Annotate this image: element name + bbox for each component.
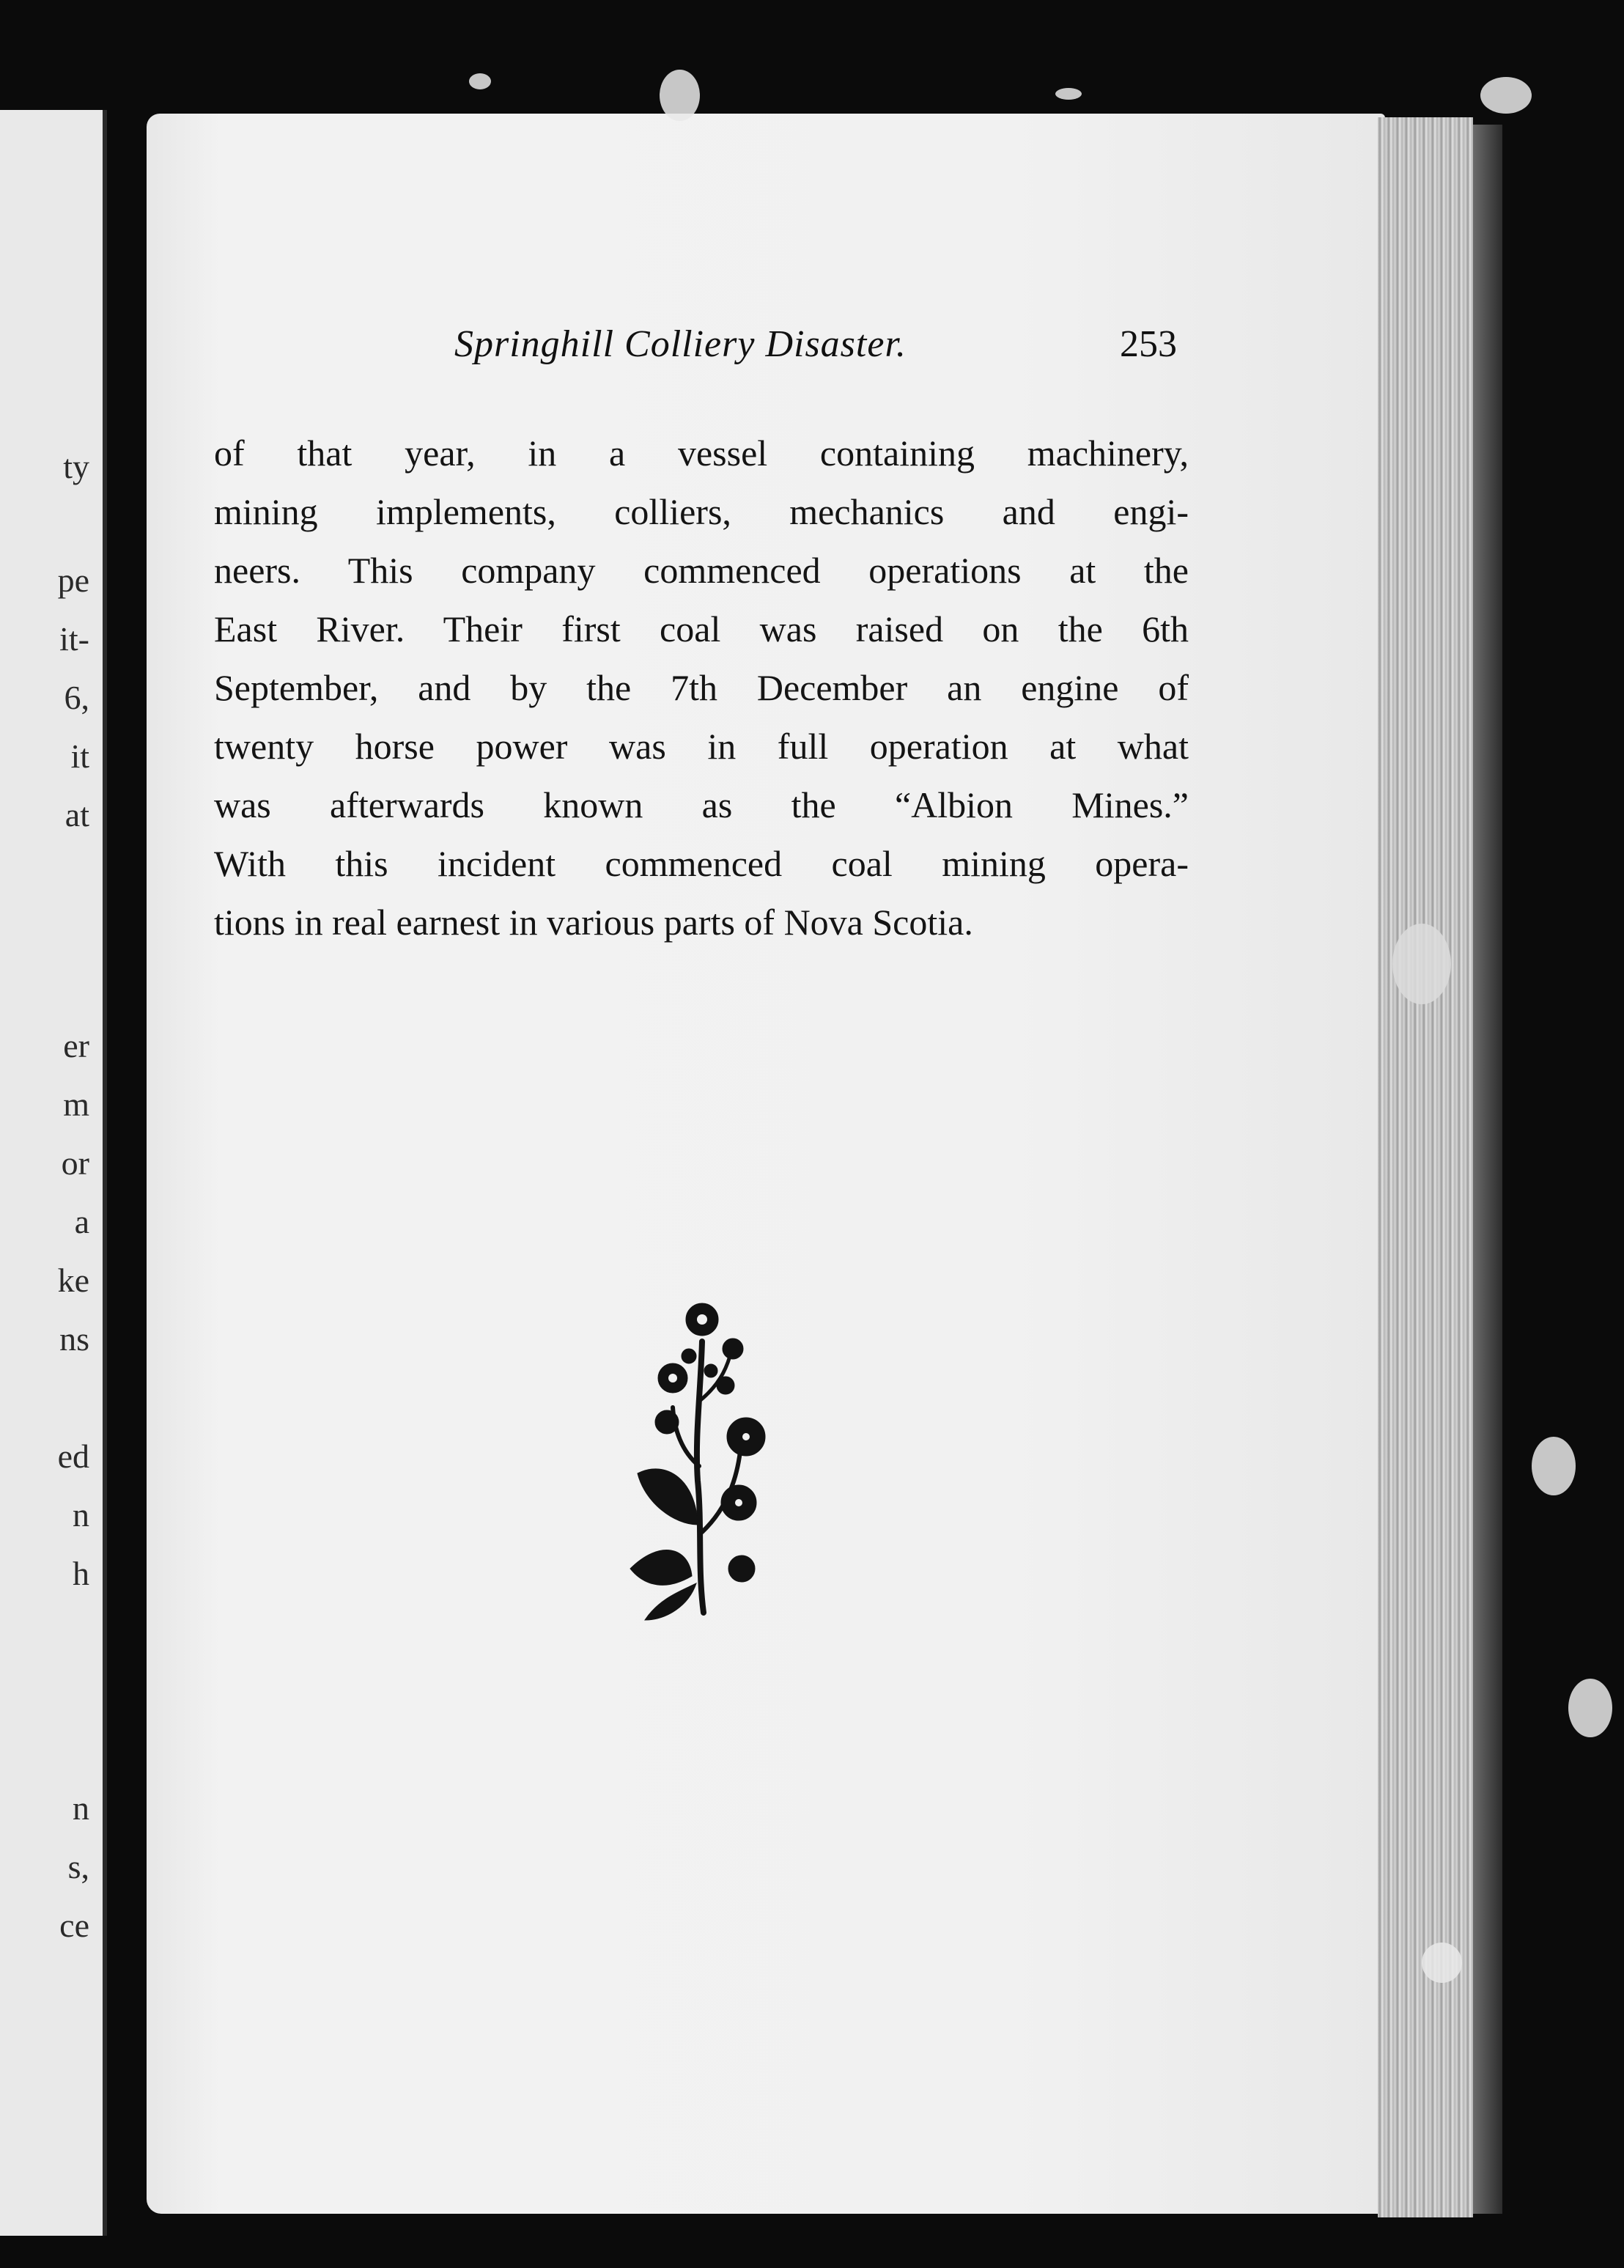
scan-speck [1532, 1437, 1576, 1495]
book-cover-edge [1473, 125, 1502, 2214]
text-fragment: it [70, 737, 89, 775]
text-line: With this incident commenced coal mining opera- [214, 843, 1189, 884]
text-line: tions in real earnest in various parts of Nova Scotia. [214, 902, 973, 943]
text-line: East River. Their first coal was raised on the 6th [214, 608, 1189, 649]
text-fragment: it- [59, 620, 89, 658]
text-fragment: ns [59, 1320, 89, 1358]
text-fragment: ed [57, 1437, 89, 1475]
scan-speck [660, 70, 700, 121]
body-paragraph [214, 424, 1189, 951]
floral-sprig-icon [616, 1290, 791, 1627]
text-fragment: a [74, 1203, 89, 1240]
text-fragment: n [73, 1789, 89, 1827]
page-block-edges [1378, 117, 1473, 2217]
scan-speck [1480, 77, 1532, 114]
scan-speck [469, 73, 491, 89]
text-line: of that year, in a vessel containing machinery, [214, 432, 1189, 474]
text-line: was afterwards known as the “Albion Mines.” [214, 784, 1189, 825]
text-fragment: pe [57, 562, 89, 599]
page-number: 253 [1120, 323, 1177, 365]
text-fragment: m [63, 1086, 89, 1123]
text-fragment: n [73, 1496, 89, 1534]
text-fragment: s, [67, 1848, 89, 1885]
text-fragment: h [73, 1555, 89, 1592]
text-fragment: er [63, 1027, 89, 1064]
scan-speck [1392, 924, 1451, 1004]
text-fragment: or [61, 1144, 89, 1182]
text-fragment: ty [63, 448, 89, 485]
previous-page-edge [0, 110, 107, 2236]
text-fragment: 6, [64, 679, 89, 716]
text-line: mining implements, colliers, mechanics and engi- [214, 491, 1189, 532]
text-fragment: at [64, 796, 89, 833]
running-head: Springhill Colliery Disaster. [454, 323, 907, 365]
text-line: twenty horse power was in full operation at what [214, 726, 1189, 767]
scan-speck [1055, 88, 1082, 100]
text-line: September, and by the 7th December an engine of [214, 667, 1189, 708]
text-line: neers. This company commenced operations at the [214, 550, 1189, 591]
scan-speck [1422, 1943, 1462, 1983]
scan-speck [1568, 1679, 1612, 1737]
text-fragment: ke [57, 1262, 89, 1299]
text-fragment: ce [59, 1907, 89, 1944]
